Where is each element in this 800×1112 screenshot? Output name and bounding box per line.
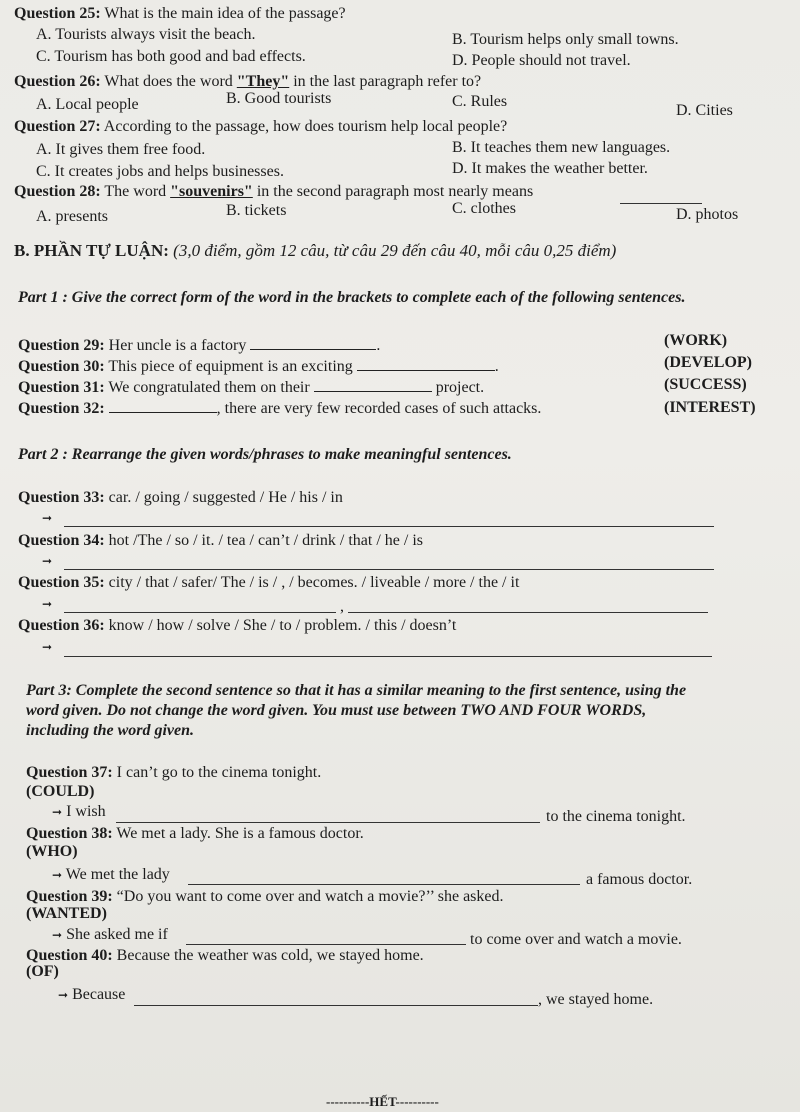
- arrow-icon: ➞: [42, 597, 53, 611]
- question-label: Question 32:: [18, 400, 105, 417]
- question-33: [18, 489, 343, 507]
- option-d: D. People should not travel.: [452, 52, 631, 69]
- option-b: B. It teaches them new languages.: [452, 139, 671, 156]
- question-31: [18, 379, 484, 397]
- question-text-2: in the last paragraph refer to?: [289, 73, 482, 90]
- question-text: hot /The / so / it. / tea / can’t / drink / that / he / is: [104, 532, 423, 549]
- word-hint: (DEVELOP): [664, 354, 752, 371]
- question-label: Question 33:: [18, 489, 105, 506]
- arrow-icon: ➞: [42, 554, 53, 568]
- word-hint: (WORK): [664, 332, 728, 349]
- question-text-2: in the second paragraph most nearly means: [252, 183, 534, 200]
- word-hint: (INTEREST): [664, 399, 756, 416]
- question-30: [18, 358, 499, 376]
- end-marker: ----------HẾT----------: [326, 1094, 439, 1109]
- rewrite-end: a famous doctor.: [586, 871, 693, 888]
- question-27: [14, 118, 507, 136]
- section-b-heading: [14, 241, 616, 261]
- section-title: B. PHẦN TỰ LUẬN:: [14, 241, 169, 260]
- answer-blank: [314, 390, 432, 392]
- question-35: [18, 574, 519, 592]
- question-text: I can’t go to the cinema tonight.: [112, 764, 322, 781]
- question-34: [18, 532, 423, 550]
- question-32: [18, 400, 541, 418]
- given-word: (WHO): [26, 843, 78, 860]
- arrow-icon: ➞: [52, 928, 63, 942]
- question-text: What is the main idea of the passage?: [100, 5, 346, 22]
- answer-line: [64, 526, 714, 527]
- question-text: car. / going / suggested / He / his / in: [104, 489, 343, 506]
- question-end: project.: [431, 379, 485, 396]
- answer-line: [64, 612, 336, 613]
- option-c: C. clothes: [452, 200, 516, 217]
- option-a: A. Local people: [36, 96, 139, 113]
- given-word: (OF): [26, 963, 59, 980]
- question-label: Question 39:: [26, 888, 113, 905]
- answer-line: [64, 569, 714, 570]
- question-40: [26, 947, 424, 965]
- question-text: know / how / solve / She / to / problem. / this / doesn’t: [104, 617, 457, 634]
- comma: ,: [340, 598, 344, 615]
- arrow-icon: ➞: [42, 640, 53, 654]
- option-a: A. presents: [36, 208, 108, 225]
- option-a: A. It gives them free food.: [36, 141, 206, 158]
- rewrite-end: to the cinema tonight.: [546, 808, 686, 825]
- given-word: (WANTED): [26, 905, 107, 922]
- answer-blank: [109, 411, 217, 413]
- question-28: [14, 183, 533, 201]
- part-3-title-line-2: word given. Do not change the word given. You must use between TWO AND FOUR WORDS,: [26, 702, 647, 719]
- question-label: Question 25:: [14, 5, 101, 22]
- answer-blank: [357, 369, 495, 371]
- question-label: Question 29:: [18, 337, 105, 354]
- question-37: [26, 764, 321, 782]
- question-label: Question 31:: [18, 379, 105, 396]
- arrow-icon: ➞: [52, 868, 63, 882]
- option-d: D. Cities: [676, 102, 733, 119]
- answer-line: [64, 656, 712, 657]
- question-text: We met a lady. She is a famous doctor.: [112, 825, 364, 842]
- part-2-title: Part 2 : Rearrange the given words/phrases to make meaningful sentences.: [18, 446, 512, 463]
- word-hint: (SUCCESS): [664, 376, 747, 393]
- question-38: [26, 825, 364, 843]
- rewrite-start: ➞ She asked me if: [52, 926, 168, 943]
- arrow-icon: ➞: [58, 988, 69, 1002]
- section-note: (3,0 điểm, gồm 12 câu, từ câu 29 đến câu 40, mỗi câu 0,25 điểm): [168, 241, 617, 260]
- question-text: We congratulated them on their: [104, 379, 310, 396]
- rewrite-start: ➞ I wish: [52, 803, 106, 820]
- question-label: Question 30:: [18, 358, 105, 375]
- given-word: (COULD): [26, 783, 95, 800]
- question-label: Question 35:: [18, 574, 105, 591]
- question-end: , there are very few recorded cases of such attacks.: [216, 400, 542, 417]
- question-25: [14, 5, 346, 23]
- part-3-title-line-3: including the word given.: [26, 722, 195, 739]
- option-c: C. Tourism has both good and bad effects.: [36, 48, 306, 65]
- question-label: Question 28:: [14, 183, 101, 200]
- question-label: Question 26:: [14, 73, 101, 90]
- rewrite-end: , we stayed home.: [538, 991, 654, 1008]
- option-c: C. Rules: [452, 93, 508, 110]
- question-text: Her uncle is a factory: [104, 337, 247, 354]
- option-c: C. It creates jobs and helps businesses.: [36, 163, 284, 180]
- option-a: A. Tourists always visit the beach.: [36, 26, 256, 43]
- arrow-icon: ➞: [42, 511, 53, 525]
- answer-line: [348, 612, 708, 613]
- referenced-word: "souvenirs": [170, 183, 253, 200]
- part-1-title: Part 1 : Give the correct form of the word in the brackets to complete each of the following sentences.: [18, 289, 686, 306]
- question-text: According to the passage, how does tourism help local people?: [100, 118, 508, 135]
- answer-line: [186, 944, 466, 945]
- answer-line: [134, 1005, 538, 1006]
- answer-line: [188, 884, 580, 885]
- question-text: city / that / safer/ The / is / , / becomes. / liveable / more / the / it: [104, 574, 520, 591]
- question-36: [18, 617, 456, 635]
- answer-line: [116, 822, 540, 823]
- question-text: This piece of equipment is an exciting: [104, 358, 353, 375]
- question-end: .: [494, 358, 499, 375]
- question-label: Question 36:: [18, 617, 105, 634]
- part-3-title-line-1: Part 3: Complete the second sentence so that it has a similar meaning to the first sentence, using the: [26, 682, 687, 699]
- option-b: B. Tourism helps only small towns.: [452, 31, 679, 48]
- answer-blank: [250, 348, 376, 350]
- rewrite-end: to come over and watch a movie.: [470, 931, 682, 948]
- question-29: [18, 337, 380, 355]
- question-text: What does the word: [100, 73, 237, 90]
- option-b: B. Good tourists: [226, 90, 332, 107]
- question-label: Question 38:: [26, 825, 113, 842]
- option-d: D. It makes the weather better.: [452, 160, 648, 177]
- arrow-icon: ➞: [52, 805, 63, 819]
- question-label: Question 34:: [18, 532, 105, 549]
- answer-blank: [620, 203, 702, 204]
- question-26: [14, 73, 481, 91]
- question-text: The word: [100, 183, 171, 200]
- question-label: Question 37:: [26, 764, 113, 781]
- question-39: [26, 888, 504, 906]
- question-text: Because the weather was cold, we stayed home.: [112, 947, 424, 964]
- question-label: Question 40:: [26, 947, 113, 964]
- question-label: Question 27:: [14, 118, 101, 135]
- question-text: “Do you want to come over and watch a movie?’’ she asked.: [112, 888, 504, 905]
- option-b: B. tickets: [226, 202, 287, 219]
- option-d: D. photos: [676, 206, 739, 223]
- rewrite-start: ➞ We met the lady: [52, 866, 170, 883]
- rewrite-start: ➞ Because: [58, 986, 126, 1003]
- question-end: .: [376, 337, 381, 354]
- referenced-word: "They": [236, 73, 290, 90]
